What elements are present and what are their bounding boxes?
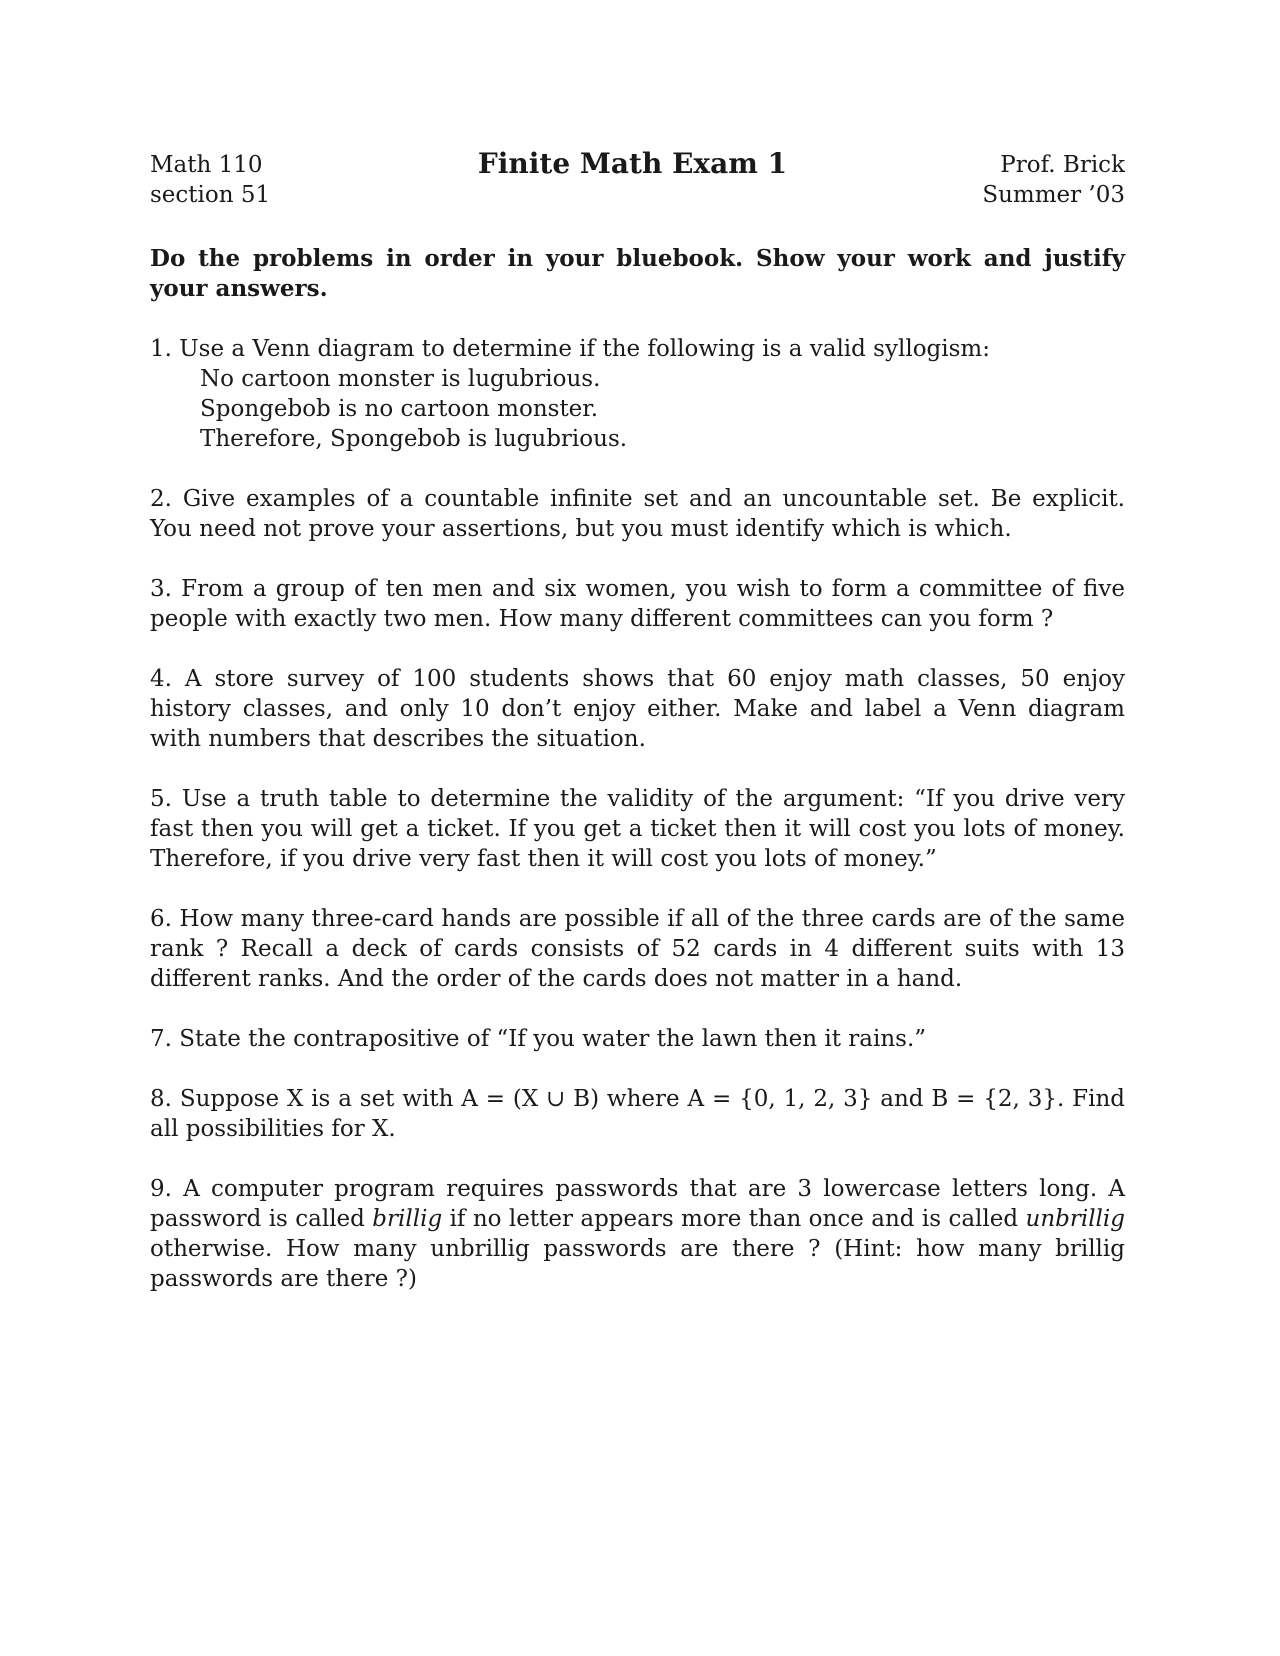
problem-2 — [150, 484, 1125, 544]
syllogism — [200, 364, 1125, 454]
problem-text: Use a truth table to determine the validity of the argument: “If you drive very fast then you will get a ticket. If you get a ticket then it will cost you lots of money. Therefore, if you drive very fast then it will cost you lots of money.” — [150, 786, 1125, 872]
instructor-info — [982, 150, 1125, 210]
problem-9 — [150, 1174, 1125, 1294]
problem-text: From a group of ten men and six women, you wish to form a committee of five people with exactly two men. How many different committees can you form ? — [150, 576, 1125, 632]
problem-number: 2. — [150, 486, 172, 512]
problem-1 — [150, 334, 1125, 454]
problem-5 — [150, 784, 1125, 874]
problem-number: 1. — [150, 336, 172, 362]
problem-8 — [150, 1084, 1125, 1144]
problem-7 — [150, 1024, 1125, 1054]
syllogism-premise-1: No cartoon monster is lugubrious. — [200, 366, 601, 392]
instructor-name: Prof. Brick — [1000, 152, 1125, 178]
syllogism-conclusion: Therefore, Spongebob is lugubrious. — [200, 426, 628, 452]
course-number: Math 110 — [150, 152, 263, 178]
problem-number: 6. — [150, 906, 172, 932]
problem-text: A store survey of 100 students shows that 60 enjoy math classes, 50 enjoy history classes, and only 10 don’t enjoy either. Make and label a Venn diagram with numbers that describes the situation. — [150, 666, 1126, 752]
problem-text: Use a Venn diagram to determine if the following is a valid syllogism: — [179, 336, 990, 362]
problem-number: 3. — [150, 576, 172, 602]
syllogism-premise-2: Spongebob is no cartoon monster. — [200, 396, 599, 422]
problem-number: 7. — [150, 1026, 172, 1052]
problem-6 — [150, 904, 1125, 994]
problem-3 — [150, 574, 1125, 634]
term-brillig: brillig — [372, 1206, 443, 1232]
problem-text: Suppose X is a set with A = (X ∪ B) where A = {0, 1, 2, 3} and B = {2, 3}. Find all possibilities for X. — [150, 1086, 1125, 1142]
problem-text-part: otherwise. How many unbrillig passwords are there ? (Hint: how many brillig passwords are there ?) — [150, 1236, 1125, 1292]
exam-title: Finite Math Exam 1 — [477, 147, 788, 180]
problem-number: 9. — [150, 1176, 172, 1202]
problem-4 — [150, 664, 1125, 754]
problem-text: Give examples of a countable infinite set and an uncountable set. Be explicit. You need not prove your assertions, but you must identify which is which. — [150, 486, 1125, 542]
term: Summer ’03 — [982, 182, 1125, 208]
problem-text: State the contrapositive of “If you water the lawn then it rains.” — [179, 1026, 927, 1052]
course-section: section 51 — [150, 182, 271, 208]
problem-text-part: A computer program requires passwords that are 3 lowercase letters long. A password is called — [150, 1176, 1125, 1232]
problem-text-part: if no letter appears more than once and is called — [442, 1206, 1026, 1232]
problem-number: 4. — [150, 666, 172, 692]
problem-number: 8. — [150, 1086, 172, 1112]
exam-instructions: Do the problems in order in your bluebook. Show your work and justify your answers. — [150, 245, 1125, 302]
exam-header — [150, 147, 1125, 210]
problem-text: How many three-card hands are possible if all of the three cards are of the same rank ? Recall a deck of cards consists of 52 cards in 4 different suits with 13 different ranks. And the order of the cards does not matter in a hand. — [150, 906, 1126, 992]
term-unbrillig: unbrillig — [1025, 1206, 1125, 1232]
problem-list — [150, 334, 1125, 1294]
problem-number: 5. — [150, 786, 172, 812]
exam-page — [150, 147, 1126, 1324]
